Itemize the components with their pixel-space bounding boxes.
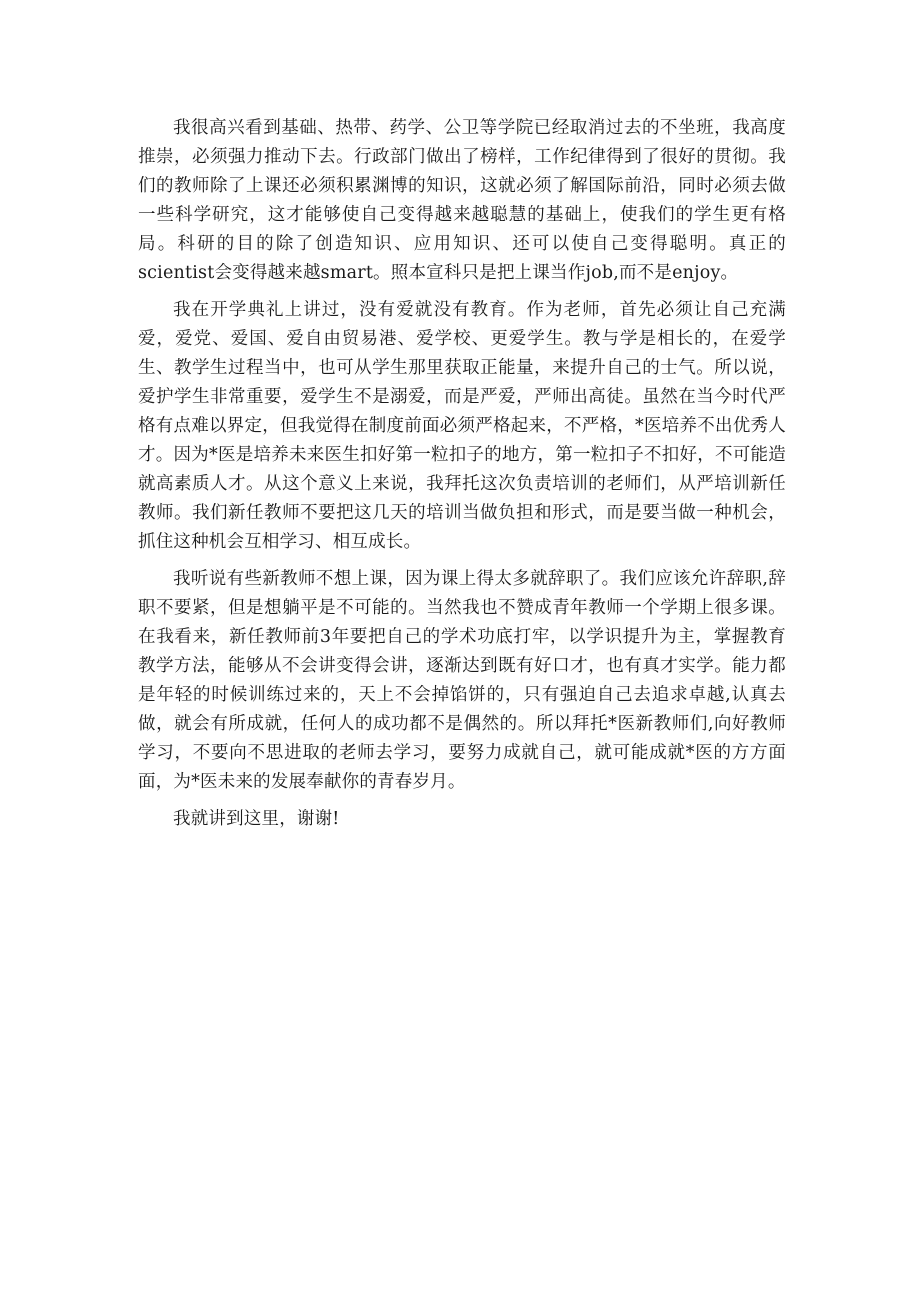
closing-line: 我就讲到这里，谢谢! xyxy=(173,809,340,829)
paragraph-2: 我在开学典礼上讲过，没有爱就没有教育。作为老师，首先必须让自己充满爱，爱党、爱国、爱自由贸易港、爱学校、更爱学生。教与学是相长的，在爱学生、教学生过程当中，也可从学生那里获取正能量，来提升自己的士气。所以说，爱护学生非常重要，爱学生不是溺爱，而是严爱，严师出高徒。虽然在当今时代严格有点难以界定，但我觉得在制度前面必须严格起来，不严格，*医培养不出优秀人才。因为*医是培养未来医生扣好第一粒扣子的地方，第一粒扣子不扣好，不可能造就高素质人才。从这个意义上来说，我拜托这次负责培训的老师们，从严培训新任教师。我们新任教师不要把这几天的培训当做负担和形式，而是要当做一种机会，抓住这种机会互相学习、相互成长。 xyxy=(138,300,786,552)
paragraph-1: 我很高兴看到基础、热带、药学、公卫等学院已经取消过去的不坐班，我高度推崇，必须强力推动下去。行政部门做出了榜样，工作纪律得到了很好的贯彻。我们的教师除了上课还必须积累渊博的知识，这就必须了解国际前沿，同时必须去做一些科学研究，这才能够使自己变得越来越聪慧的基础上，使我们的学生更有格局。科研的目的除了创造知识、应用知识、还可以使自己变得聪明。真正的scientist会变得越来越smart。照本宣科只是把上课当作job,而不是enjoy。 xyxy=(138,118,786,283)
paragraph-3: 我听说有些新教师不想上课，因为课上得太多就辞职了。我们应该允许辞职,辞职不要紧，但是想躺平是不可能的。当然我也不赞成青年教师一个学期上很多课。在我看来，新任教师前3年要把自己的学术功底打牢，以学识提升为主，掌握教育教学方法，能够从不会讲变得会讲，逐渐达到既有好口才，也有真才实学。能力都是年轻的时候训练过来的，天上不会掉馅饼的，只有强迫自己去追求卓越,认真去做，就会有所成就，任何人的成功都不是偶然的。所以拜托*医新教师们,向好教师学习，不要向不思进取的老师去学习，要努力成就自己，就可能成就*医的方方面面，为*医未来的发展奉献你的青春岁月。 xyxy=(138,569,786,792)
document-body xyxy=(138,114,786,834)
